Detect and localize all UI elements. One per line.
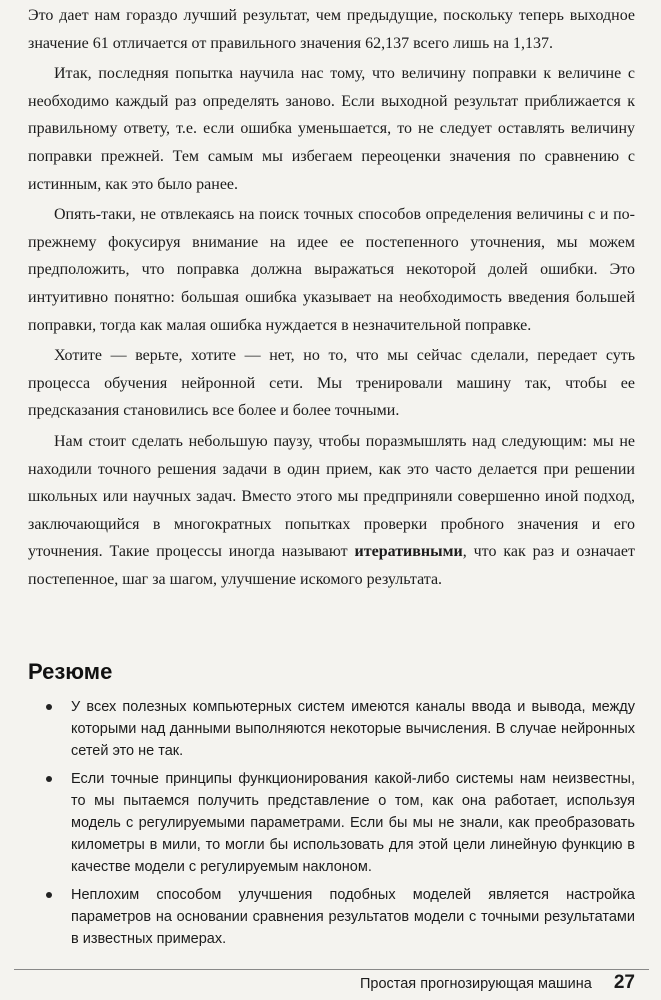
page-number: 27	[613, 972, 635, 993]
summary-item	[45, 696, 635, 762]
summary-list	[45, 696, 635, 956]
bullet-icon	[46, 892, 52, 898]
summary-item	[45, 884, 635, 950]
highlighted-term: итеративными	[354, 543, 463, 561]
paragraph-4: Хотите — верьте, хотите — нет, но то, что мы сейчас сделали, передает суть процесса обучения нейронной сети. Мы тренировали машину так, чтобы ее предсказания становились все более и более точными.	[28, 347, 635, 420]
paragraph-5-text-start: Нам стоит сделать небольшую паузу, чтобы поразмышлять над следующим: мы не находили точного решения задачи в один прием, как это часто делается при решении школьных или научных задач. Вместо этого мы предприняли совершенно иной подход, заключающийся в многократных попытках проверки пробного значения и его уточнения. Такие процессы иногда называют	[28, 432, 635, 561]
bullet-icon	[46, 776, 52, 782]
summary-heading: Резюме	[28, 659, 113, 684]
paragraph-5-text-end: , что как раз и означает постепенное, шаг за шагом, улучшение искомого результата.	[28, 543, 635, 588]
paragraph-5	[28, 428, 635, 594]
footer-divider	[14, 969, 649, 970]
main-text	[28, 2, 635, 596]
paragraph-2: Итак, последняя попытка научила нас тому, что величину поправки к величине с необходимо каждый раз определять заново. Если выходной результат приближается к правильному ответу, т.е. если ошибка уменьшается, то не следует оставлять величину поправки прежней. Тем самым мы избегаем переоценки значения по сравнению с истинным, как это было ранее.	[28, 65, 635, 193]
paragraph-1: Это дает нам гораздо лучший результат, чем предыдущие, поскольку теперь выходное значение 61 отличается от правильного значения 62,137 всего лишь на 1,137.	[28, 7, 635, 52]
summary-item-text: Если точные принципы функционирования какой-либо системы нам неизвестны, то мы пытаемся получить представление о том, как она работает, используя модель с регулируемыми параметрами. Если бы мы не знали, как преобразовать километры в мили, то могли бы использовать для этой цели линейную функцию в качестве модели с регулируемым наклоном.	[71, 771, 635, 875]
paragraph-3: Опять-таки, не отвлекаясь на поиск точных способов определения величины с и по-прежнему фокусируя внимание на идее ее постепенного уточнения, мы можем предположить, что поправка должна выражаться некоторой долей ошибки. Это интуитивно понятно: большая ошибка указывает на необходимость введения большей поправки, тогда как малая ошибка нуждается в незначительной поправке.	[28, 206, 635, 334]
page-footer	[360, 971, 635, 996]
running-title: Простая прогнозирующая машина	[359, 976, 592, 992]
bullet-icon	[46, 704, 52, 710]
summary-item-text: У всех полезных компьютерных систем имеются каналы ввода и вывода, между которыми над данными выполняются некоторые вычисления. В случае нейронных сетей это не так.	[71, 699, 635, 759]
summary-item-text: Неплохим способом улучшения подобных моделей является настройка параметров на основании сравнения результатов модели с точными результатами в известных примерах.	[71, 887, 635, 947]
summary-item	[45, 768, 635, 878]
